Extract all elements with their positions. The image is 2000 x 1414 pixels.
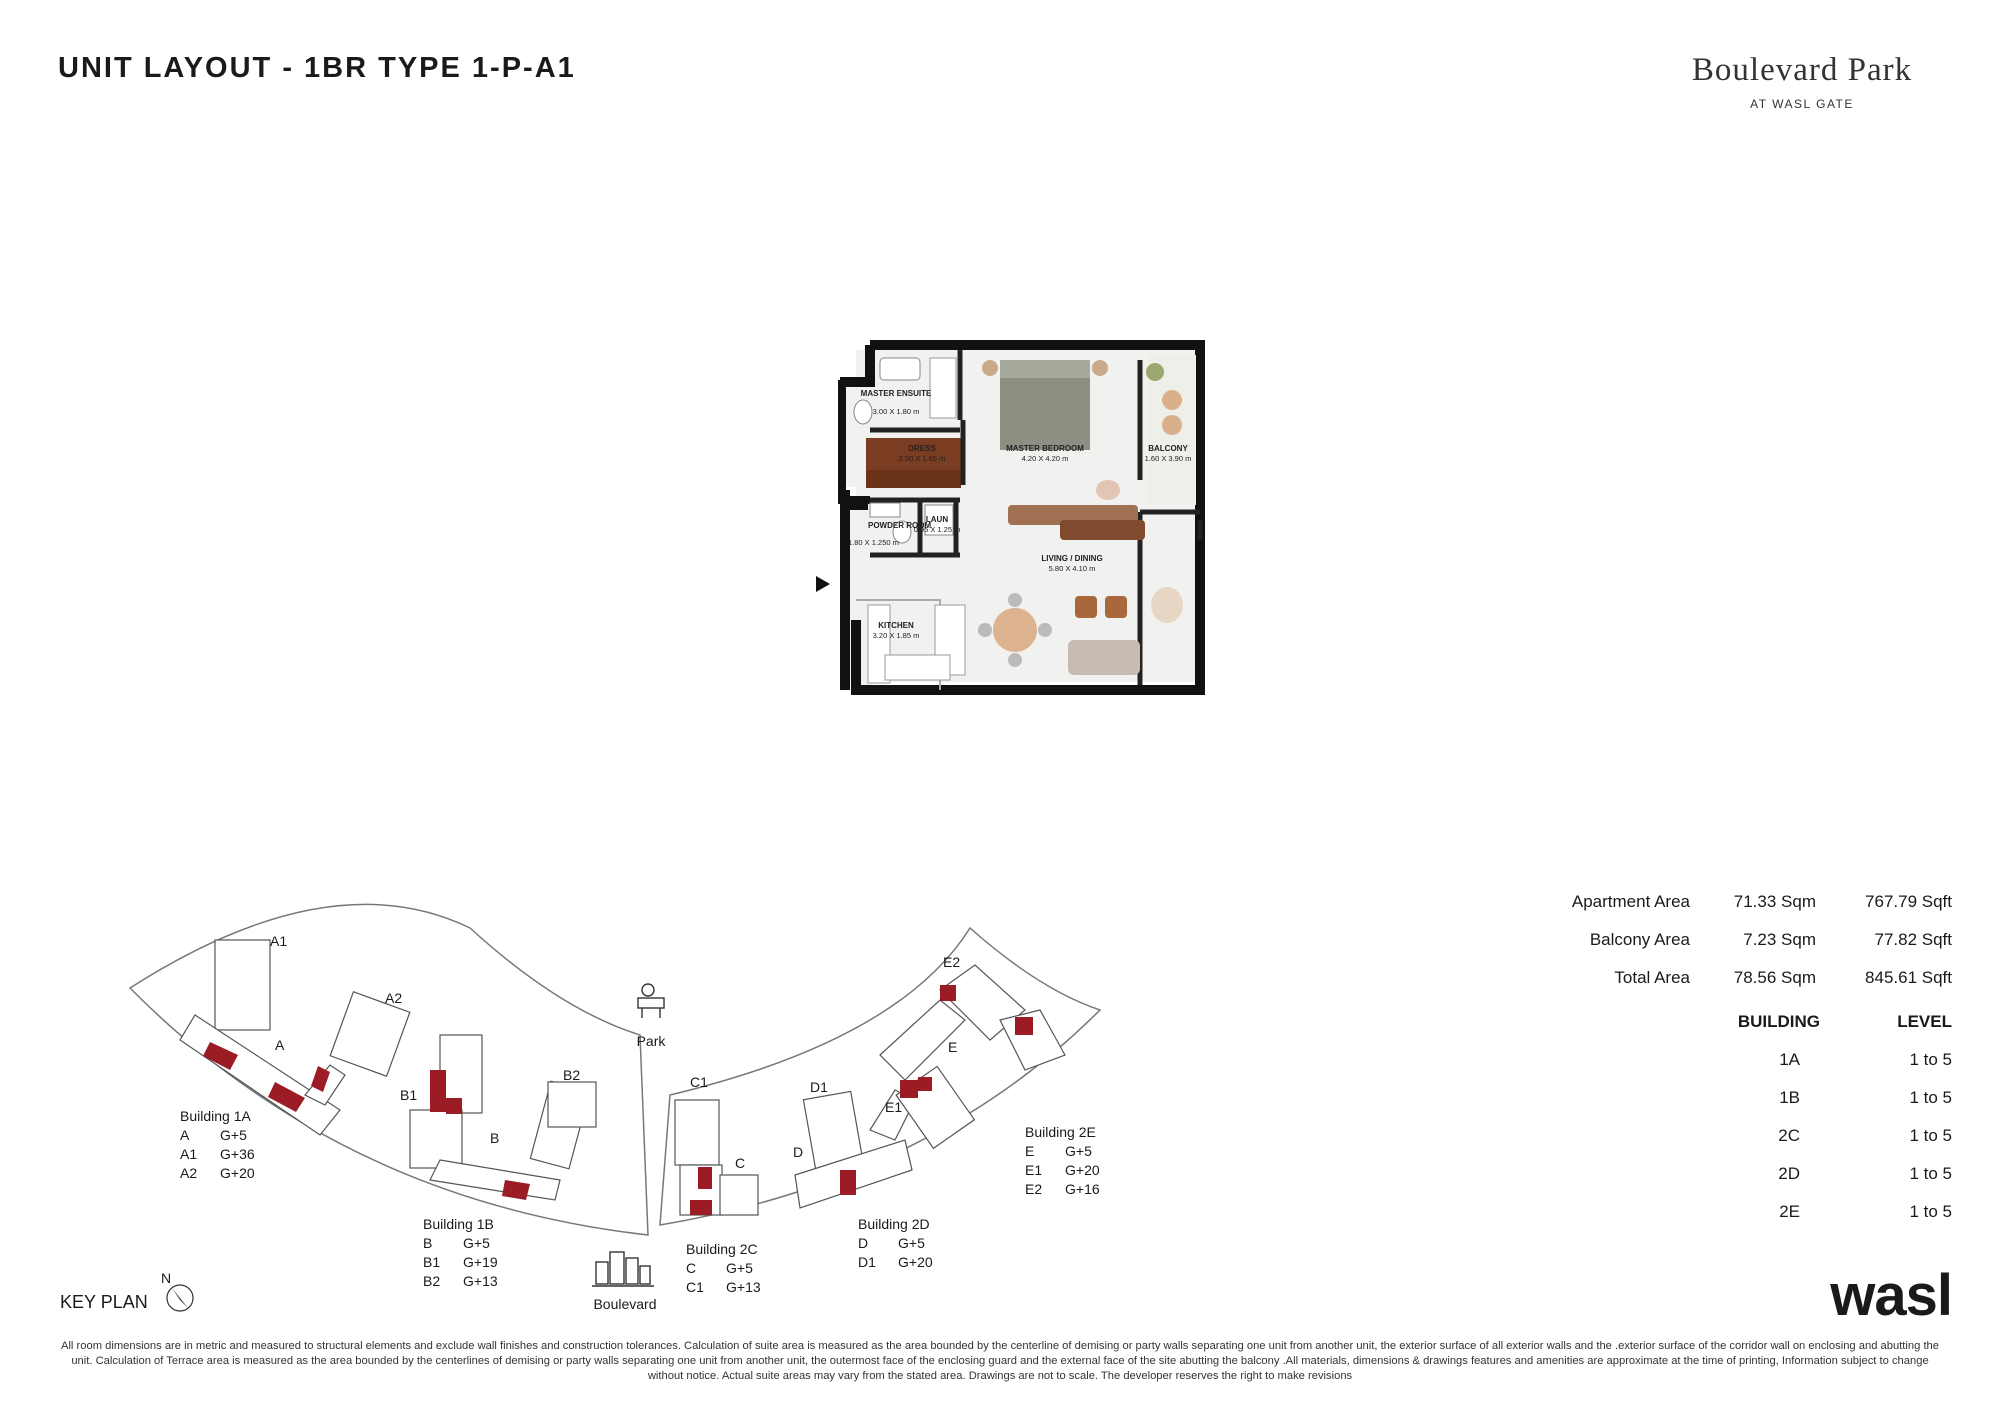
- compass-icon: [161, 1270, 193, 1311]
- legend-building-2c: [686, 1240, 766, 1297]
- block-label-e2: E2: [943, 954, 961, 970]
- legend-key: A2: [180, 1165, 198, 1181]
- area-label: Balcony Area: [1589, 930, 1690, 949]
- block-label-d: D: [793, 1144, 804, 1160]
- block-label-b2: B2: [563, 1067, 581, 1083]
- level-cell: 1 to 5: [1909, 1088, 1952, 1107]
- building-level-row: [1502, 1050, 1952, 1088]
- legend-key: E: [1025, 1143, 1035, 1159]
- building-cell: 2C: [1778, 1126, 1800, 1145]
- area-sqft: 767.79 Sqft: [1865, 892, 1952, 911]
- area-row: [1502, 968, 1952, 1006]
- level-cell: 1 to 5: [1909, 1126, 1952, 1145]
- legend-key: B1: [423, 1254, 441, 1270]
- legend-value: G+5: [463, 1235, 490, 1251]
- dim-powder-room: 1.80 X 1.250 m: [848, 538, 899, 547]
- level-cell: 1 to 5: [1909, 1164, 1952, 1183]
- developer-logo: wasl: [1830, 1263, 1952, 1328]
- disclaimer-text: All room dimensions are in metric and measured to structural elements and exclude wall finishes and construction tolerances. Calculation of suite area is measured as the area bounded by the centerline of demising or party walls separating one unit from another unit, the exterior surface of all exterior walls and the .exterior surface of the corridor wall on enclosing and abutting the unit. Calculation of Terrace area is measured as the area bounded by the centerlines of demising or party walls separating one unit from another unit, the outermost face of the enclosing guard and the external face of the site abutting the balcony .All materials, dimensions & drawings features and amenities are approximate at the time of printing, Information subject to change without notice. Actual suite areas may vary from the stated area. Drawings are not to scale. The developer reserves the right to make revisions: [60, 1340, 1940, 1382]
- legend-title: Building 1A: [180, 1108, 251, 1124]
- legend-value: G+13: [463, 1273, 498, 1289]
- label-dress: DRESS: [908, 444, 936, 453]
- legend-key: D1: [858, 1254, 876, 1270]
- compass-label: N: [161, 1270, 172, 1286]
- header-level: LEVEL: [1897, 1012, 1952, 1031]
- block-label-c1: C1: [690, 1074, 708, 1090]
- park-label: Park: [636, 1033, 666, 1049]
- legend-key: D: [858, 1235, 869, 1251]
- dim-balcony: 1.60 X 3.90 m: [1144, 454, 1192, 463]
- building-level-row: [1502, 1164, 1952, 1202]
- dim-master-ensuite: 3.00 X 1.80 m: [872, 407, 920, 416]
- block-label-e1: E1: [885, 1099, 903, 1115]
- dim-dress: 2.50 X 1.65 m: [898, 454, 946, 463]
- page-title: UNIT LAYOUT - 1BR TYPE 1-P-A1: [58, 52, 576, 84]
- label-living-dining: LIVING / DINING: [1041, 554, 1103, 563]
- legend-key: A: [180, 1127, 190, 1143]
- area-row: [1502, 892, 1952, 930]
- block-label-a: A: [275, 1037, 285, 1053]
- dim-master-bedroom: 4.20 X 4.20 m: [1021, 454, 1069, 463]
- block-label-b: B: [490, 1130, 500, 1146]
- legend-value: G+5: [898, 1235, 925, 1251]
- building-cell: 1A: [1779, 1050, 1800, 1069]
- building-level-row: [1502, 1202, 1952, 1240]
- park-icon: [638, 984, 664, 1018]
- dim-laun: 0.95 X 1.25 m: [913, 525, 961, 534]
- label-powder-room: POWDER ROOM: [868, 521, 932, 530]
- building-cell: 1B: [1779, 1088, 1800, 1107]
- legend-key: C1: [686, 1279, 704, 1295]
- label-master-ensuite: MASTER ENSUITE: [860, 389, 932, 398]
- level-cell: 1 to 5: [1909, 1202, 1952, 1221]
- area-sqm: 71.33 Sqm: [1733, 892, 1816, 911]
- legend-building-1b: [423, 1215, 503, 1291]
- legend-value: G+19: [463, 1254, 498, 1270]
- building-level-row: [1502, 1126, 1952, 1164]
- brand-subtitle: AT WASL GATE: [1750, 97, 1854, 111]
- label-laun: LAUN: [925, 515, 949, 524]
- legend-building-2d: [858, 1215, 938, 1272]
- block-label-d1: D1: [810, 1079, 828, 1095]
- block-label-e: E: [948, 1039, 958, 1055]
- block-label-b1: B1: [400, 1087, 418, 1103]
- building-level-row: [1502, 1088, 1952, 1126]
- building-2d-highlight: [840, 1170, 856, 1195]
- legend-building-2e: [1025, 1123, 1105, 1199]
- legend-value: G+5: [220, 1127, 247, 1143]
- legend-value: G+36: [220, 1146, 255, 1162]
- legend-key: B: [423, 1235, 433, 1251]
- legend-key: A1: [180, 1146, 198, 1162]
- label-master-bedroom: MASTER BEDROOM: [1006, 444, 1084, 453]
- block-label-c: C: [735, 1155, 746, 1171]
- area-row: [1502, 930, 1952, 968]
- area-sqm: 78.56 Sqm: [1733, 968, 1816, 987]
- area-sqm: 7.23 Sqm: [1743, 930, 1816, 949]
- legend-building-1a: [180, 1107, 260, 1183]
- dim-kitchen: 3.20 X 1.85 m: [872, 631, 920, 640]
- legend-title: Building 1B: [423, 1216, 494, 1232]
- legend-title: Building 2D: [858, 1216, 930, 1232]
- building-cell: 2E: [1779, 1202, 1800, 1221]
- level-cell: 1 to 5: [1909, 1050, 1952, 1069]
- block-label-a2: A2: [385, 990, 403, 1006]
- legend-title: Building 2E: [1025, 1124, 1096, 1140]
- legend-key: B2: [423, 1273, 441, 1289]
- header-building: BUILDING: [1737, 1012, 1820, 1031]
- legend-value: G+5: [726, 1260, 753, 1276]
- boulevard-icon: [592, 1252, 654, 1286]
- area-sqft: 845.61 Sqft: [1865, 968, 1952, 987]
- dim-living-dining: 5.80 X 4.10 m: [1048, 564, 1096, 573]
- legend-value: G+16: [1065, 1181, 1100, 1197]
- label-kitchen: KITCHEN: [878, 621, 914, 630]
- legend-key: E2: [1025, 1181, 1043, 1197]
- legend-value: G+20: [1065, 1162, 1100, 1178]
- block-label-a1: A1: [270, 933, 288, 949]
- building-cell: 2D: [1778, 1164, 1800, 1183]
- area-label: Apartment Area: [1571, 892, 1690, 911]
- legend-value: G+20: [898, 1254, 933, 1270]
- label-balcony: BALCONY: [1148, 444, 1188, 453]
- area-label: Total Area: [1614, 968, 1690, 987]
- area-summary: [1502, 892, 1952, 1240]
- area-sqft: 77.82 Sqft: [1874, 930, 1952, 949]
- key-plan-label: KEY PLAN: [60, 1292, 148, 1312]
- legend-value: G+13: [726, 1279, 761, 1295]
- legend-title: Building 2C: [686, 1241, 758, 1257]
- legend-value: G+5: [1065, 1143, 1092, 1159]
- legend-value: G+20: [220, 1165, 255, 1181]
- brand-name: Boulevard Park: [1691, 52, 1913, 88]
- boulevard-label: Boulevard: [593, 1296, 657, 1312]
- building-level-header: [1502, 1012, 1952, 1050]
- legend-key: C: [686, 1260, 697, 1276]
- legend-key: E1: [1025, 1162, 1043, 1178]
